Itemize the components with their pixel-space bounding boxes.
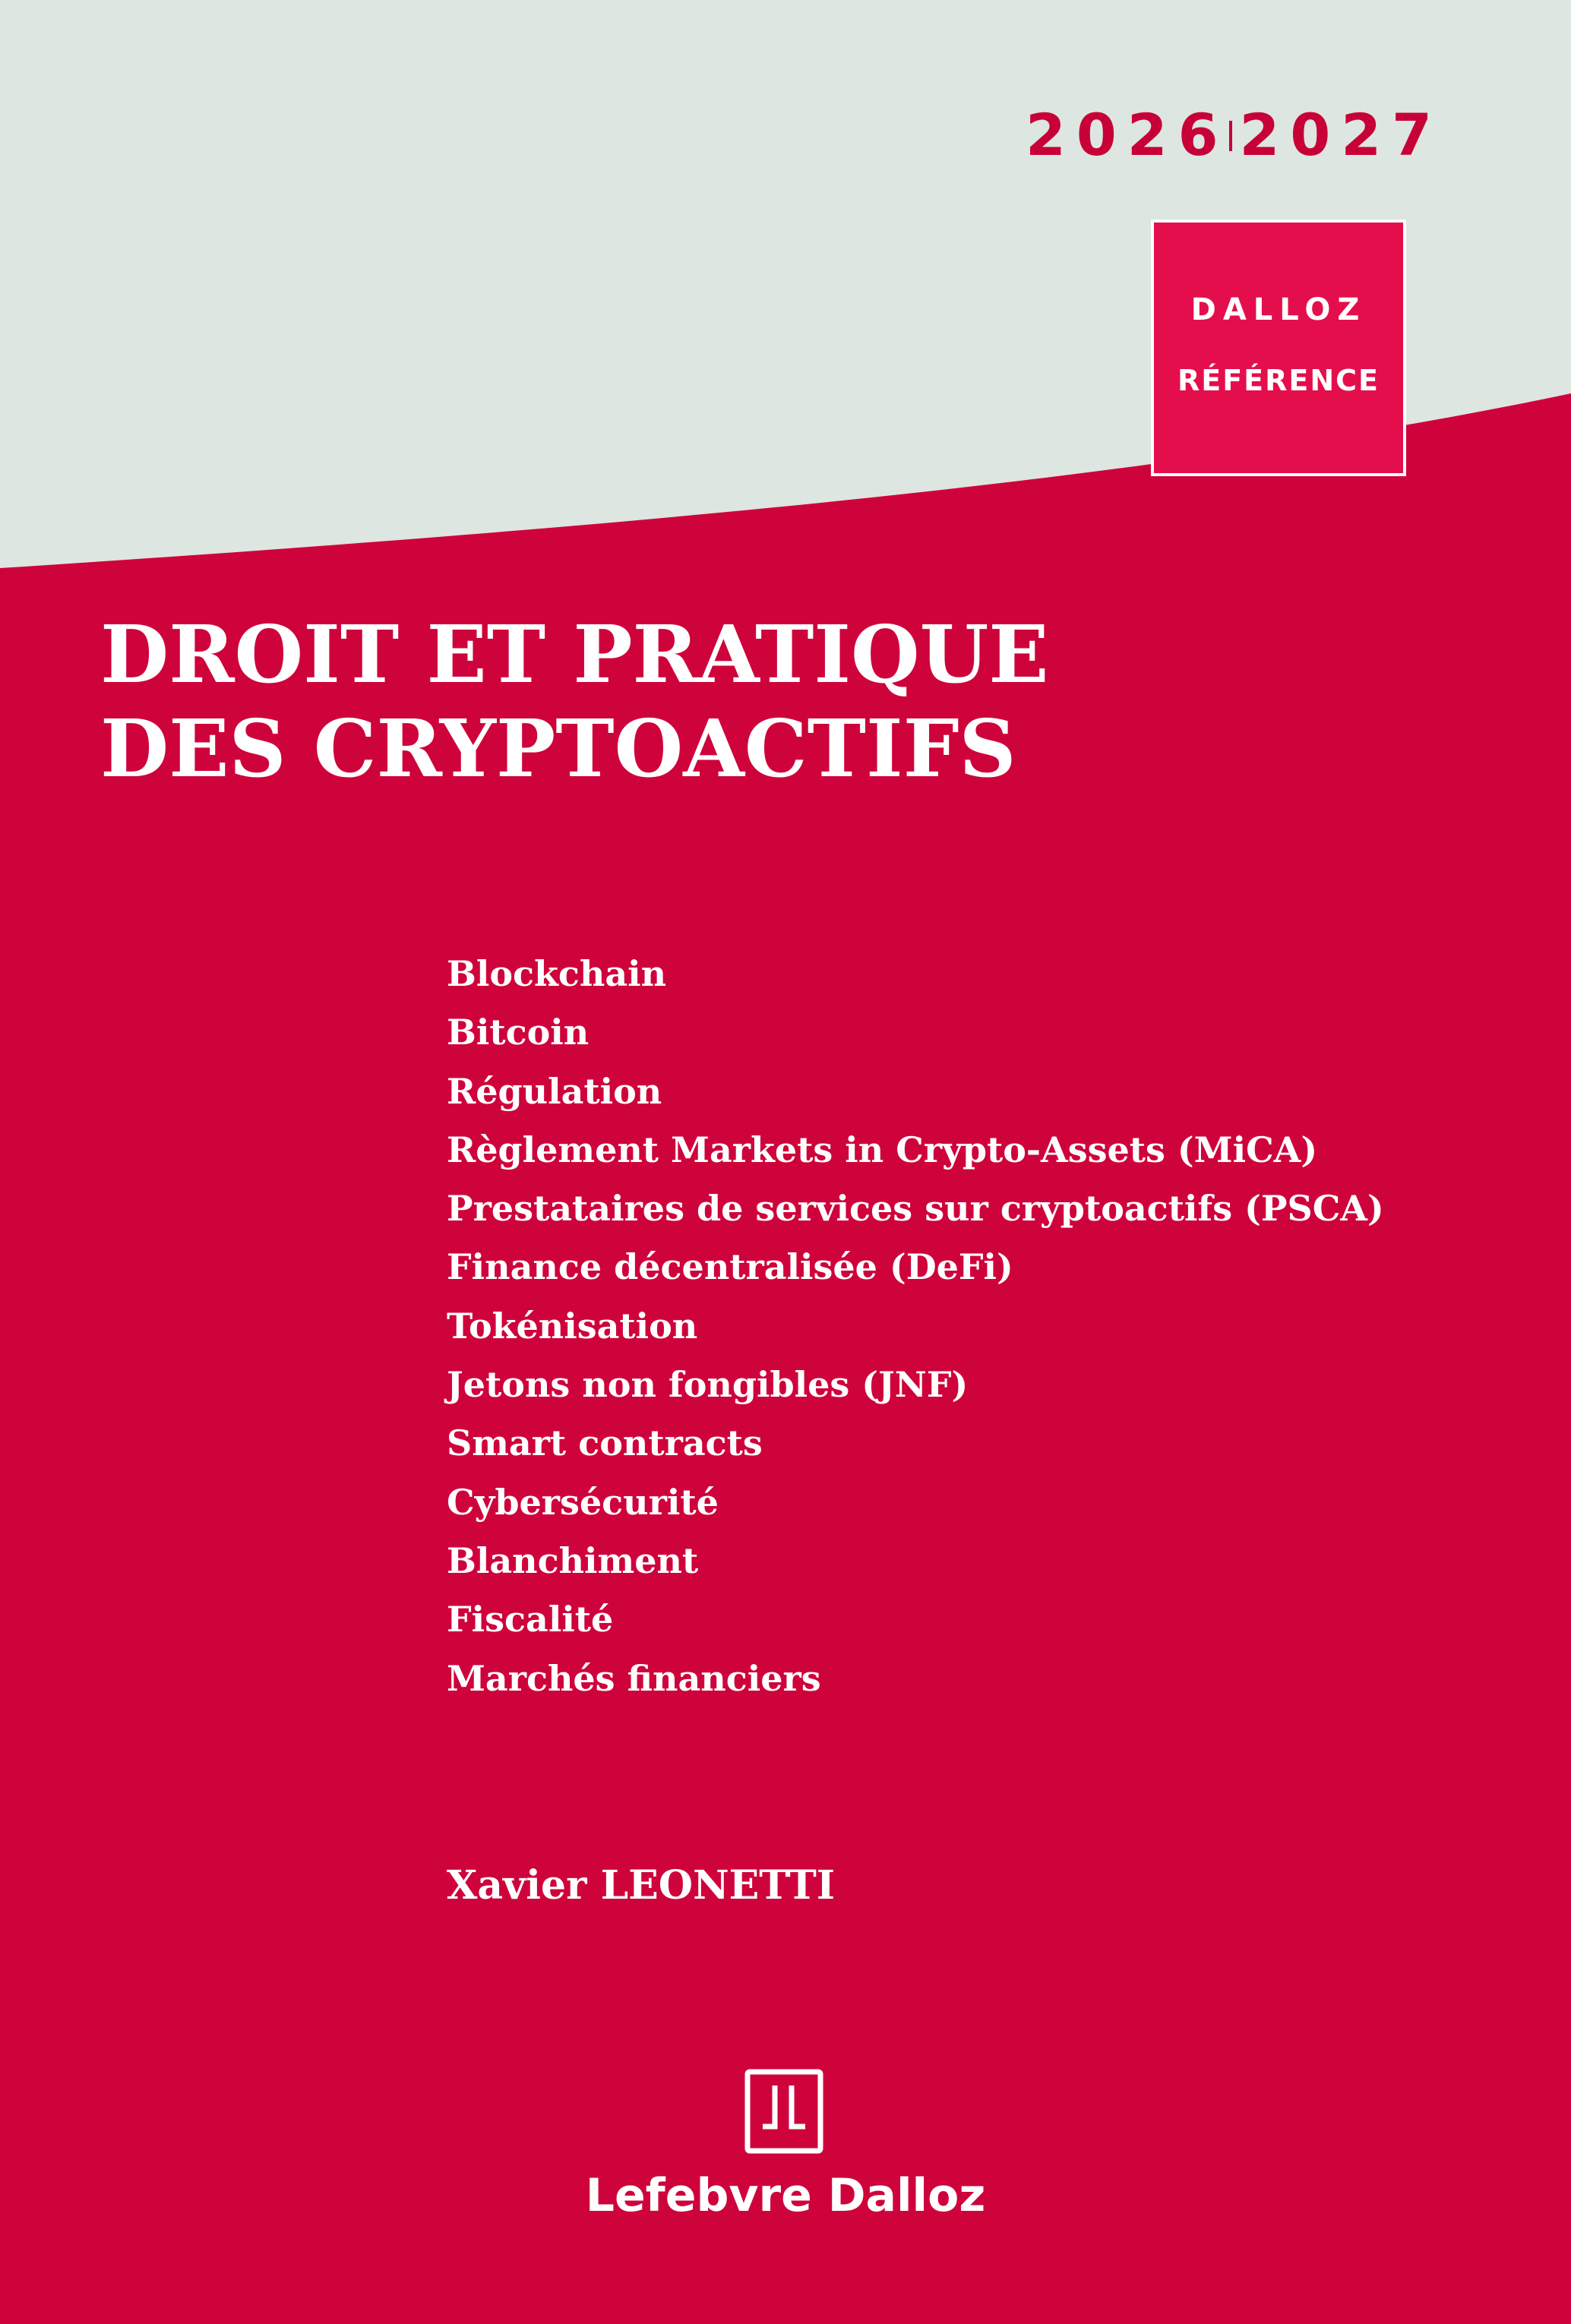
topic-item: Blockchain (447, 953, 667, 994)
publisher-name: Lefebvre Dalloz (585, 2169, 986, 2222)
topic-item: Smart contracts (447, 1423, 763, 1464)
collection-badge (1151, 219, 1406, 476)
topic-item: Bitcoin (447, 1012, 590, 1053)
topic-item: Règlement Markets in Crypto-Assets (MiCA) (447, 1129, 1318, 1170)
topic-item: Régulation (447, 1070, 662, 1112)
publisher-logo-icon (744, 2069, 823, 2154)
edition-end-year: 2027 (1239, 101, 1443, 169)
topic-list (447, 945, 1384, 1708)
topic-item: Fiscalité (447, 1599, 614, 1640)
topic-item: Prestataires de services sur cryptoactifs (PSCA) (447, 1188, 1384, 1230)
book-title (100, 608, 1049, 796)
topic-item: Jetons non fongibles (JNF) (447, 1364, 969, 1406)
book-title-line-1: DROIT ET PRATIQUE (100, 608, 1049, 701)
topic-item: Finance décentralisée (DeFi) (447, 1246, 1013, 1288)
author-name: Xavier LEONETTI (447, 1862, 836, 1909)
topic-item: Tokénisation (447, 1305, 698, 1347)
topic-item: Blanchiment (447, 1539, 699, 1581)
edition-start-year: 2026 (1026, 101, 1229, 169)
topic-item: Marchés financiers (447, 1657, 821, 1699)
book-title-line-2: DES CRYPTOACTIFS (100, 702, 1016, 795)
edition-years (1026, 101, 1443, 169)
topic-item: Cybersécurité (447, 1481, 719, 1523)
collection-series: RÉFÉRENCE (1177, 364, 1380, 397)
edition-separator (1229, 121, 1232, 151)
collection-brand: DALLOZ (1190, 292, 1367, 327)
